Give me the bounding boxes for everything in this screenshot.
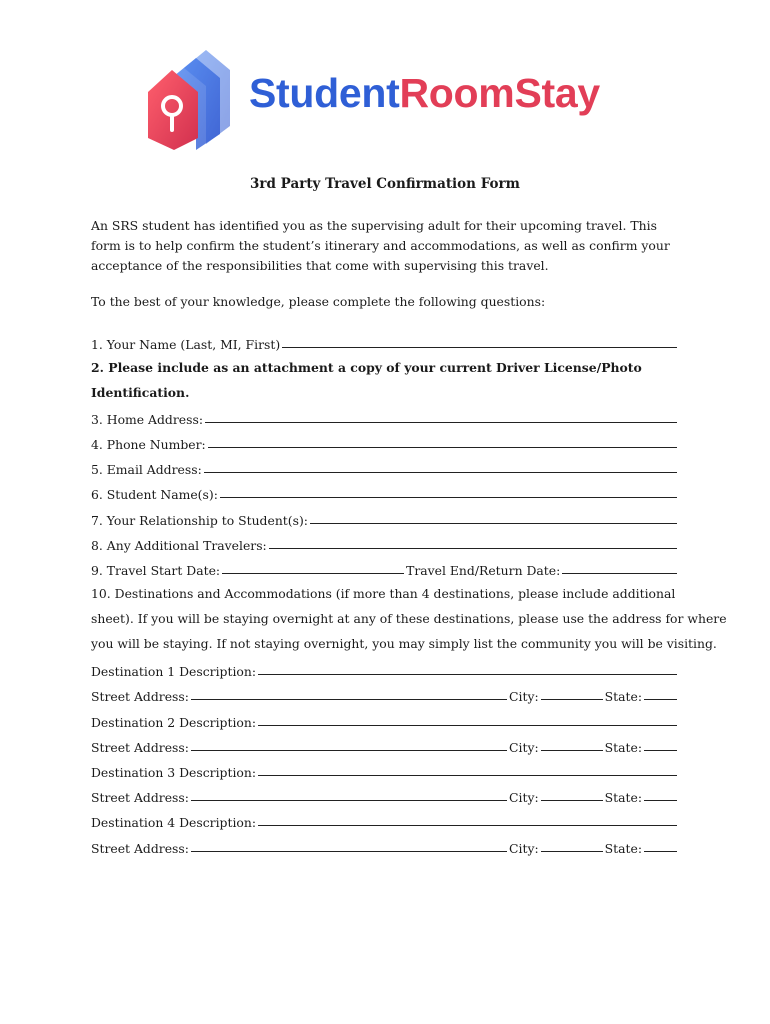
destinations-intro-line2: sheet). If you will be staying overnight at any of these destinations, please use the address for where <box>91 611 727 626</box>
destination-description-label: Destination 1 Description: <box>91 664 257 679</box>
phone-label: 4. Phone Number: <box>91 437 206 452</box>
street-address-label: Street Address: <box>91 740 189 755</box>
home-address-input-line[interactable] <box>205 422 677 423</box>
city-label: City: <box>509 689 539 704</box>
brand-name-part1: Student <box>249 70 400 116</box>
house-pin-icon <box>144 46 236 150</box>
attachment-note-line2: Identification. <box>91 385 190 400</box>
destination-4-state-input-line[interactable] <box>644 851 677 852</box>
street-address-label: Street Address: <box>91 689 189 704</box>
destination-3-address <box>91 785 679 805</box>
relationship-label: 7. Your Relationship to Student(s): <box>91 513 308 528</box>
additional-travelers-input-line[interactable] <box>269 548 677 549</box>
attachment-note-line1: 2. Please include as an attachment a copy of your current Driver License/Photo <box>91 360 642 375</box>
field-travel-dates <box>91 558 679 578</box>
destination-3-city-input-line[interactable] <box>541 800 603 801</box>
logo <box>144 46 634 152</box>
student-names-input-line[interactable] <box>220 497 677 498</box>
destination-2-city-input-line[interactable] <box>541 750 603 751</box>
brand-name <box>249 70 600 117</box>
field-additional-travelers <box>91 533 679 553</box>
intro-paragraph: An SRS student has identified you as the supervising adult for their upcoming travel. This form is to help confirm the student’s itinerary and accommodations, as well as confirm your acceptance of the responsibilities that come with supervising this travel. <box>91 218 670 273</box>
destination-2-description-input-line[interactable] <box>258 725 677 726</box>
city-label: City: <box>509 740 539 755</box>
field-name <box>91 332 679 352</box>
destination-description-label: Destination 4 Description: <box>91 815 257 830</box>
student-names-label: 6. Student Name(s): <box>91 487 218 502</box>
destination-2-state-input-line[interactable] <box>644 750 677 751</box>
destination-description-label: Destination 2 Description: <box>91 715 257 730</box>
field-home-address <box>91 407 679 427</box>
city-label: City: <box>509 790 539 805</box>
form-title: 3rd Party Travel Confirmation Form <box>250 176 520 192</box>
destination-2-address <box>91 735 679 755</box>
relationship-input-line[interactable] <box>310 523 677 524</box>
name-input-line[interactable] <box>282 347 677 348</box>
brand-name-part2: RoomStay <box>399 70 600 116</box>
destination-3-description-input-line[interactable] <box>258 775 677 776</box>
destinations-intro-line3: you will be staying. If not staying overnight, you may simply list the community you will be visiting. <box>91 636 717 651</box>
destination-4-description-input-line[interactable] <box>258 825 677 826</box>
destination-2-street-input-line[interactable] <box>191 750 507 751</box>
state-label: State: <box>604 689 642 704</box>
destination-4-address <box>91 836 679 856</box>
destination-4-city-input-line[interactable] <box>541 851 603 852</box>
destination-1-address <box>91 684 679 704</box>
destination-1-street-input-line[interactable] <box>191 699 507 700</box>
email-input-line[interactable] <box>204 472 677 473</box>
destination-description-label: Destination 3 Description: <box>91 765 257 780</box>
destination-1-city-input-line[interactable] <box>541 699 603 700</box>
state-label: State: <box>604 841 642 856</box>
home-address-label: 3. Home Address: <box>91 412 204 427</box>
field-phone <box>91 432 679 452</box>
additional-travelers-label: 8. Any Additional Travelers: <box>91 538 267 553</box>
field-name-label: 1. Your Name (Last, MI, First) <box>91 337 281 352</box>
state-label: State: <box>604 790 642 805</box>
field-student-names <box>91 482 679 502</box>
state-label: State: <box>604 740 642 755</box>
destination-3-street-input-line[interactable] <box>191 800 507 801</box>
city-label: City: <box>509 841 539 856</box>
destination-3-description <box>91 760 679 780</box>
destination-3-state-input-line[interactable] <box>644 800 677 801</box>
travel-start-input-line[interactable] <box>222 573 404 574</box>
email-label: 5. Email Address: <box>91 462 202 477</box>
field-email <box>91 457 679 477</box>
destination-4-street-input-line[interactable] <box>191 851 507 852</box>
destination-1-state-input-line[interactable] <box>644 699 677 700</box>
travel-end-label: Travel End/Return Date: <box>406 563 561 578</box>
phone-input-line[interactable] <box>208 447 677 448</box>
destination-1-description <box>91 659 679 679</box>
destination-1-description-input-line[interactable] <box>258 674 677 675</box>
travel-end-input-line[interactable] <box>562 573 677 574</box>
street-address-label: Street Address: <box>91 841 189 856</box>
destination-4-description <box>91 810 679 830</box>
travel-start-label: 9. Travel Start Date: <box>91 563 221 578</box>
street-address-label: Street Address: <box>91 790 189 805</box>
instructions: To the best of your knowledge, please complete the following questions: <box>91 294 546 309</box>
destination-2-description <box>91 710 679 730</box>
field-relationship <box>91 508 679 528</box>
destinations-intro-line1: 10. Destinations and Accommodations (if more than 4 destinations, please include additional <box>91 586 676 601</box>
